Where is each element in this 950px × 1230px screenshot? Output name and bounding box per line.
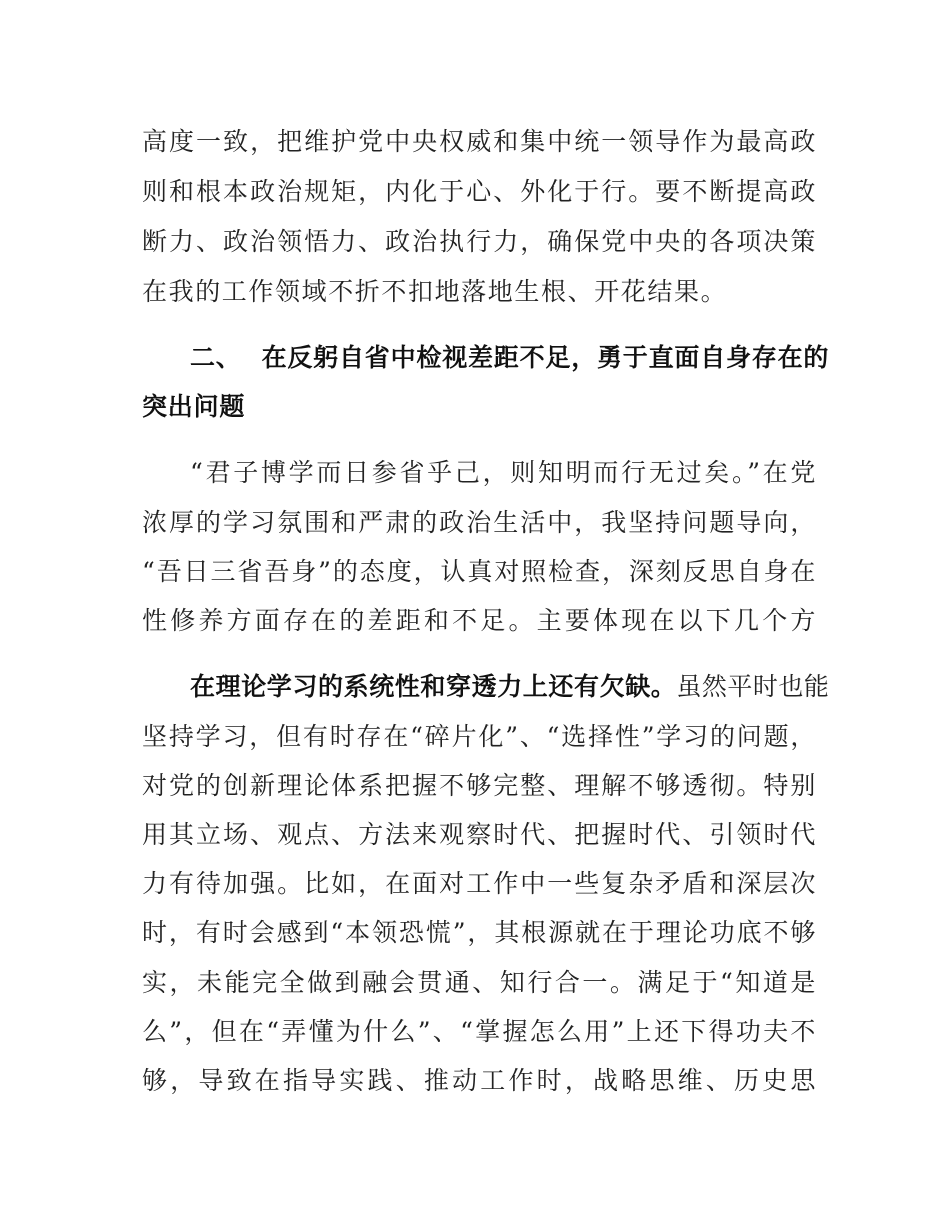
paragraph-2-line-3: “吾日三省吾身”的态度，认真对照检查，深刻反思自身在 bbox=[142, 557, 817, 586]
paragraph-1-line-2: 则和根本政治规矩，内化于心、外化于行。要不断提高政 bbox=[142, 177, 817, 206]
paragraph-3-first-line-rest: 虽然平时也能 bbox=[676, 672, 830, 701]
paragraph-2-line-1: “君子博学而日参省乎己，则知明而行无过矣。”在党 bbox=[190, 458, 817, 487]
paragraph-2-line-2: 浓厚的学习氛围和严肃的政治生活中，我坚持问题导向， bbox=[142, 508, 817, 537]
paragraph-3-bold-lead: 在理论学习的系统性和穿透力上还有欠缺。 bbox=[190, 672, 677, 701]
paragraph-3-line-2: 坚持学习，但有时存在“碎片化”、“选择性”学习的问题， bbox=[142, 722, 817, 751]
paragraph-3-line-3: 对党的创新理论体系把握不够完整、理解不够透彻。特别 bbox=[142, 771, 817, 800]
section-heading-title: 在反躬自省中检视差距不足，勇于直面自身存在的 bbox=[261, 343, 830, 372]
section-heading-line-1 bbox=[190, 343, 830, 373]
paragraph-3-line-4: 用其立场、观点、方法来观察时代、把握时代、引领时代 bbox=[142, 820, 817, 849]
paragraph-2-line-4: 性修养方面存在的差距和不足。主要体现在以下几个方 bbox=[142, 606, 817, 635]
paragraph-3-line-8: 么”，但在“弄懂为什么”、“掌握怎么用”上还下得功夫不 bbox=[142, 1017, 817, 1046]
section-heading-line-2: 突出问题 bbox=[142, 392, 246, 421]
section-heading-number: 二、 bbox=[190, 343, 242, 372]
paragraph-3-line-7: 实，未能完全做到融会贯通、知行合一。满足于“知道是 bbox=[142, 968, 817, 997]
paragraph-3-line-9: 够，导致在指导实践、推动工作时，战略思维、历史思 bbox=[142, 1066, 817, 1095]
paragraph-1-line-4: 在我的工作领域不折不扣地落地生根、开花结果。 bbox=[142, 277, 728, 306]
paragraph-1-line-1: 高度一致，把维护党中央权威和集中统一领导作为最高政 bbox=[142, 127, 817, 156]
paragraph-3-line-1 bbox=[190, 672, 830, 702]
paragraph-3-line-6: 时，有时会感到“本领恐慌”，其根源就在于理论功底不够 bbox=[142, 918, 817, 947]
paragraph-1-line-3: 断力、政治领悟力、政治执行力，确保党中央的各项决策 bbox=[142, 227, 817, 256]
paragraph-3-line-5: 力有待加强。比如，在面对工作中一些复杂矛盾和深层次 bbox=[142, 869, 817, 898]
